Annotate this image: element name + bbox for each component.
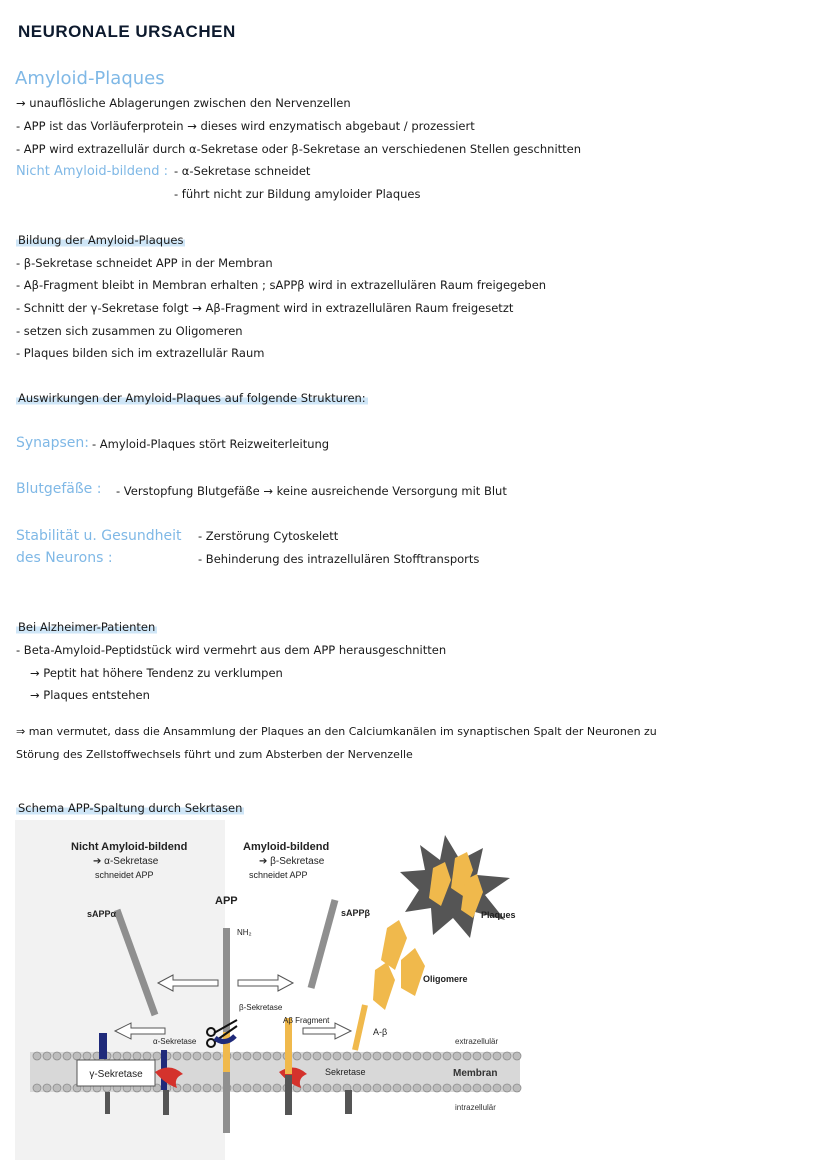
s2-line-4: - setzen sich zusammen zu Oligomeren bbox=[16, 324, 243, 338]
auswirkungen-heading: Auswirkungen der Amyloid-Plaques auf folgende Strukturen: bbox=[18, 391, 366, 405]
s2-line-5: - Plaques bilden sich im extrazellulär Raum bbox=[16, 346, 265, 360]
alpha-secretase-left bbox=[99, 1033, 107, 1059]
amyloid-sub2: schneidet APP bbox=[249, 870, 308, 880]
nicht-amyloid-sub2: schneidet APP bbox=[95, 870, 154, 880]
abeta-label: A-β bbox=[373, 1027, 388, 1037]
app-cleavage-diagram bbox=[15, 820, 535, 1160]
stabilitaet-label-2: des Neurons : bbox=[16, 550, 113, 566]
s2-line-1: - β-Sekretase schneidet APP in der Membran bbox=[16, 256, 273, 270]
abeta-free-peptide bbox=[355, 1005, 365, 1050]
sappa-fragment bbox=[117, 910, 155, 1015]
amyloid-plaques-heading: Amyloid-Plaques bbox=[15, 68, 165, 89]
s2-line-3: - Schnitt der γ-Sekretase folgt → Aβ-Fragment wird in extrazellulären Raum freigesetzt bbox=[16, 301, 514, 315]
nh2-label: NH₂ bbox=[237, 928, 252, 937]
stabilitaet-label-1: Stabilität u. Gesundheit bbox=[16, 528, 182, 544]
left-arrow-upper bbox=[158, 975, 218, 991]
s1-line-2: - APP ist das Vorläuferprotein → dieses wird enzymatisch abgebaut / prozessiert bbox=[16, 119, 475, 133]
synapsen-label: Synapsen: bbox=[16, 435, 90, 451]
app-label: APP bbox=[215, 895, 238, 907]
nicht-line-2: - führt nicht zur Bildung amyloider Plaques bbox=[174, 187, 421, 201]
s1-line-3: - APP wird extrazellulär durch α-Sekretase oder β-Sekretase an verschiedenen Stellen geschnitten bbox=[16, 142, 582, 156]
s4-line-2: → Peptit hat höhere Tendenz zu verklumpen bbox=[30, 666, 283, 680]
blutgefaesse-text: - Verstopfung Blutgefäße → keine ausreichende Versorgung mit Blut bbox=[116, 484, 507, 498]
alzheimer-heading: Bei Alzheimer-Patienten bbox=[18, 620, 156, 634]
beta-secretase-label: β-Sekretase bbox=[239, 1003, 283, 1012]
bildung-heading: Bildung der Amyloid-Plaques bbox=[18, 233, 184, 247]
page-title: NEURONALE URSACHEN bbox=[18, 22, 236, 41]
sappb-fragment bbox=[311, 900, 335, 988]
membran-label: Membran bbox=[453, 1068, 498, 1079]
synapsen-text: - Amyloid-Plaques stört Reizweiterleitung bbox=[92, 437, 330, 451]
alpha-secretase-label: α-Sekretase bbox=[153, 1037, 197, 1046]
nicht-line-1: - α-Sekretase schneidet bbox=[174, 164, 311, 178]
abeta-fragment-label: Aβ Fragment bbox=[283, 1016, 330, 1025]
conclusion-line-1: ⇒ man vermutet, dass die Ansammlung der Plaques an den Calciumkanälen im synaptischen Spalt der Neuronen zu bbox=[16, 725, 657, 738]
oligomere-label: Oligomere bbox=[423, 974, 468, 984]
nicht-amyloid-label: Nicht Amyloid-bildend : bbox=[16, 164, 169, 179]
sappb-label: sAPPβ bbox=[341, 908, 371, 918]
oligomers bbox=[373, 920, 425, 1010]
s2-line-2: - Aβ-Fragment bleibt in Membran erhalten ; sAPPβ wird in extrazellulären Raum freigegeben bbox=[16, 278, 547, 292]
s1-line-1: → unauflösliche Ablagerungen zwischen den Nervenzellen bbox=[16, 96, 351, 110]
right-arrow-lower bbox=[303, 1023, 351, 1039]
sappa-label: sAPPα bbox=[87, 909, 117, 919]
amyloid-title: Amyloid-bildend bbox=[243, 841, 330, 853]
nicht-amyloid-title: Nicht Amyloid-bildend bbox=[71, 841, 188, 853]
extrazellular-label: extrazellulär bbox=[455, 1037, 499, 1046]
conclusion-line-2: Störung des Zellstoffwechsels führt und zum Absterben der Nervenzelle bbox=[16, 748, 413, 761]
s4-line-1: - Beta-Amyloid-Peptidstück wird vermehrt aus dem APP herausgeschnitten bbox=[16, 643, 447, 657]
intrazellular-label: intrazellulär bbox=[455, 1103, 496, 1112]
stab-line-2: - Behinderung des intrazellulären Stofftransports bbox=[198, 552, 480, 566]
stab-line-1: - Zerstörung Cytoskelett bbox=[198, 529, 339, 543]
sekretase-label: Sekretase bbox=[325, 1067, 366, 1077]
amyloid-sub1: ➔ β-Sekretase bbox=[259, 856, 325, 867]
gamma-secretase-label: γ-Sekretase bbox=[89, 1069, 143, 1080]
abeta-membrane-fragment bbox=[285, 1018, 292, 1074]
right-arrow-upper bbox=[238, 975, 293, 991]
s4-line-3: → Plaques entstehen bbox=[30, 688, 150, 702]
plaques-label: Plaques bbox=[481, 910, 516, 920]
nicht-amyloid-sub1: ➔ α-Sekretase bbox=[93, 856, 159, 867]
schema-heading: Schema APP-Spaltung durch Sekrtasen bbox=[18, 801, 243, 815]
blutgefaesse-label: Blutgefäße : bbox=[16, 481, 102, 497]
